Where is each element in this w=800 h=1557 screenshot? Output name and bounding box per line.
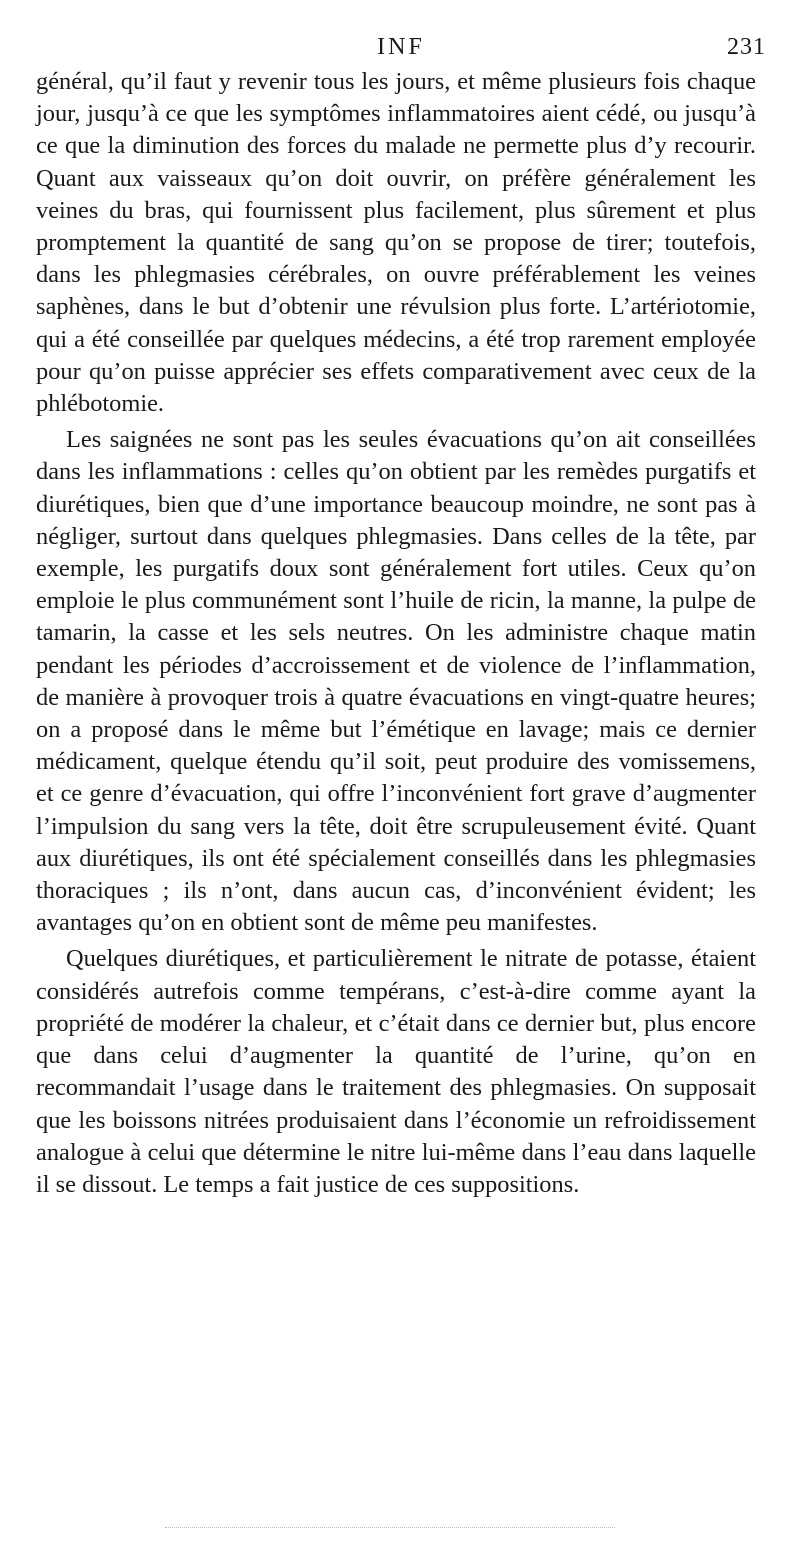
paragraph-diuretics: Quelques diurétiques, et particulièrement le nitrate de potasse, étaient considérés autrefois comme tempérans, c’est-à-dire comme ayant la propriété de modérer la chaleur, et c’était dans ce dernier but, plus encore que dans celui d’augmenter la quantité de l’urine, qu’on en recommandait l’usage dans le traitement des phlegmasies. On supposait que les boissons nitrées produisaient dans l’économie un refroidissement analogue à celui que détermine le nitre lui-même dans l’eau dans laquelle il se dissout. Le temps a fait justice de ces suppositions. — [36, 945, 756, 1198]
running-head — [36, 32, 766, 62]
page-number: 231 — [727, 34, 766, 60]
running-head-title: INF — [377, 34, 425, 60]
paragraph-continued: général, qu’il faut y revenir tous les jours, et même plusieurs fois chaque jour, jusqu’à ce que les symptômes inflammatoires aient cédé, ou jusqu’à ce que la diminution des forces du malade ne permette plus d’y recourir. Quant aux vaisseaux qu’on doit ouvrir, on préfère généralement les veines du bras, qui fournissent plus facilement, plus sûrement et plus promptement la quantité de sang qu’on se propose de tirer; toutefois, dans les phlegmasies cérébrales, on ouvre préférablement les veines saphènes, dans le but d’obtenir une révulsion plus forte. L’artériotomie, qui a été conseillée par quelques médecins, a été trop rarement employée pour qu’on puisse apprécier ses effets comparativement avec ceux de la phlébotomie. — [36, 68, 756, 418]
footer-rule — [165, 1527, 615, 1528]
body-text — [36, 66, 756, 1201]
paragraph-evacuations: Les saignées ne sont pas les seules évacuations qu’on ait conseillées dans les inflammations : celles qu’on obtient par les remèdes purgatifs et diurétiques, bien que d’une importance beaucoup moindre, ne sont pas à négliger, surtout dans quelques phlegmasies. Dans celles de la tête, par exemple, les purgatifs doux sont généralement fort utiles. Ceux qu’on emploie le plus communément sont l’huile de ricin, la manne, la pulpe de tamarin, la casse et les sels neutres. On les administre chaque matin pendant les périodes d’accroissement et de violence de l’inflammation, de manière à provoquer trois à quatre évacuations en vingt-quatre heures; on a proposé dans le même but l’émétique en lavage; mais ce dernier médicament, quelque étendu qu’il soit, peut produire des vomissemens, et ce genre d’évacuation, qui offre l’inconvénient fort grave d’augmenter l’impulsion du sang vers la tête, doit être scrupuleusement évité. Quant aux diurétiques, ils ont été spécialement conseillés dans les phlegmasies thoraciques ; ils n’ont, dans aucun cas, d’inconvénient évident; les avantages qu’on en obtient sont de même peu manifestes. — [36, 426, 756, 937]
